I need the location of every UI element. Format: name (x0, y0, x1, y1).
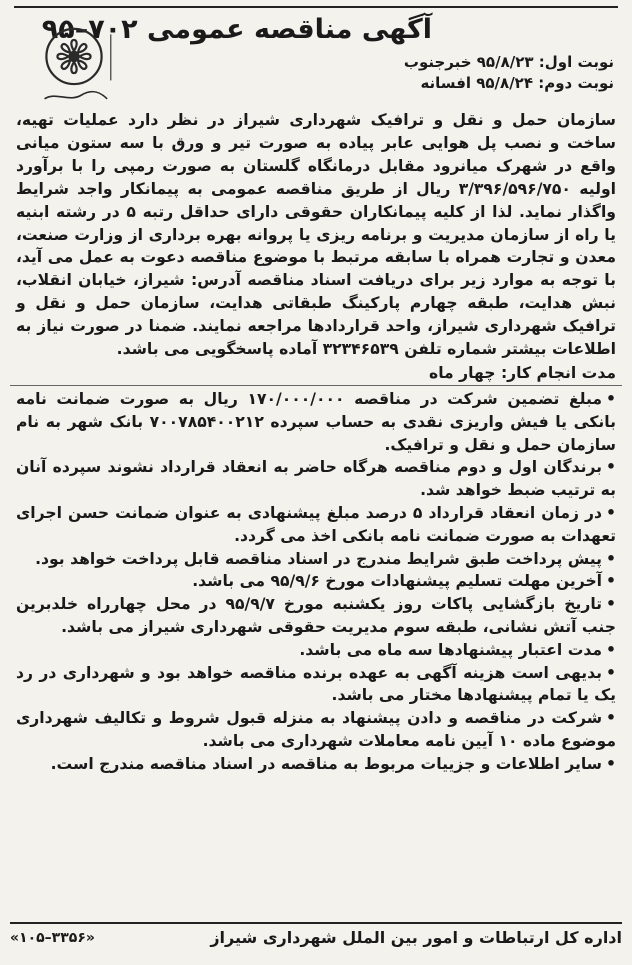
condition-item: • برندگان اول و دوم مناقصه هرگاه حاضر به انعقاد قرارداد نشوند سپرده آنان به ترتیب ضبط خواهد شد. (16, 456, 616, 502)
notice-code: «۱۰۵–۳۳۵۶» (10, 929, 95, 946)
condition-item: • مبلغ تضمین شرکت در مناقصه ۱۷۰/۰۰۰/۰۰۰ ریال به صورت ضمانت نامه بانکی یا فیش واریزی نقدی به حساب سپرده ۷۰۰۷۸۵۴۰۰۲۱۲ بانک شهر به نام سازمان حمل و نقل و ترافیک. (16, 388, 616, 456)
condition-item: • مدت اعتبار پیشنهادها سه ماه می باشد. (16, 639, 616, 662)
condition-item: • در زمان انعقاد قرارداد ۵ درصد مبلغ پیشنهادی به عنوان ضمانت حسن اجرای تعهدات به صورت ضمانت نامه بانکی اخذ می گردد. (16, 502, 616, 548)
conditions-list (10, 388, 622, 776)
work-duration: مدت انجام کار: چهار ماه (10, 361, 622, 386)
condition-item: • آخرین مهلت تسلیم پیشنهادات مورخ ۹۵/۹/۶ می باشد. (16, 570, 616, 593)
notice-footer (10, 922, 622, 947)
shiraz-municipality-logo-icon (28, 16, 120, 108)
condition-item: • شرکت در مناقصه و دادن پیشنهاد به منزله قبول شروط و تکالیف شهرداری موضوع ماده ۱۰ آیین نامه معاملات شهرداری می باشد. (16, 707, 616, 753)
top-divider (14, 6, 618, 8)
notice-intro: سازمان حمل و نقل و ترافیک شهرداری شیراز در نظر دارد عملیات تهیه، ساخت و نصب پل هوایی عابر پیاده به صورت تیر و ورق با سه ستون میانی واقع در شهرک میانرود مقابل درمانگاه گلستان به صورت رمپی را با برآورد اولیه ۳/۳۹۶/۵۹۶/۷۵۰ ریال از طریق مناقصه عمومی به پیمانکار واجد شرایط واگذار نماید. لذا از کلیه پیمانکاران حقوقی دارای حداقل رتبه ۵ در رشته ابنیه یا راه از سازمان مدیریت و برنامه ریزی یا پروانه بهره برداری از وزارت صنعت، معدن و تجارت همراه با سابقه مرتبط با موضوع مناقصه دعوت به عمل می آید، با توجه به موارد زیر برای دریافت اسناد مناقصه آدرس: شیراز، خیابان انقلاب، نبش هدایت، طبقه چهارم پارکینگ طبقاتی هدایت، سازمان حمل و نقل و ترافیک شهرداری شیراز، واحد قراردادها مراجعه نمایند. ضمنا در صورت نیاز به اطلاعات بیشتر شماره تلفن ۳۲۳۴۶۵۳۹ آماده پاسخگویی می باشد. (16, 111, 616, 359)
condition-item: • تاریخ بازگشایی پاکات روز یکشنبه مورخ ۹۵/۹/۷ در محل چهارراه خلدبرین جنب آتش نشانی، طبقه سوم مدیریت حقوقی شهرداری شیراز می باشد. (16, 593, 616, 639)
notice-header (10, 12, 622, 112)
condition-item: • سایر اطلاعات و جزییات مربوط به مناقصه در اسناد مناقصه مندرج است. (16, 753, 616, 776)
issuer-signature: اداره کل ارتباطات و امور بین الملل شهرداری شیراز (210, 928, 622, 947)
publication-second: نوبت دوم: ۹۵/۸/۲۴ افسانه (420, 74, 614, 92)
condition-item: • پیش پرداخت طبق شرایط مندرج در اسناد مناقصه قابل پرداخت خواهد بود. (16, 548, 616, 571)
notice-title: آگهی مناقصه عمومی ۷۰۲–۹۵ (41, 14, 432, 45)
publication-dates (404, 52, 614, 94)
publication-first: نوبت اول: ۹۵/۸/۲۳ خبرجنوب (403, 53, 614, 71)
condition-item: • بدیهی است هزینه آگهی به عهده برنده مناقصه خواهد بود و شهرداری در رد یک یا تمام پیشنهادها مختار می باشد. (16, 662, 616, 708)
